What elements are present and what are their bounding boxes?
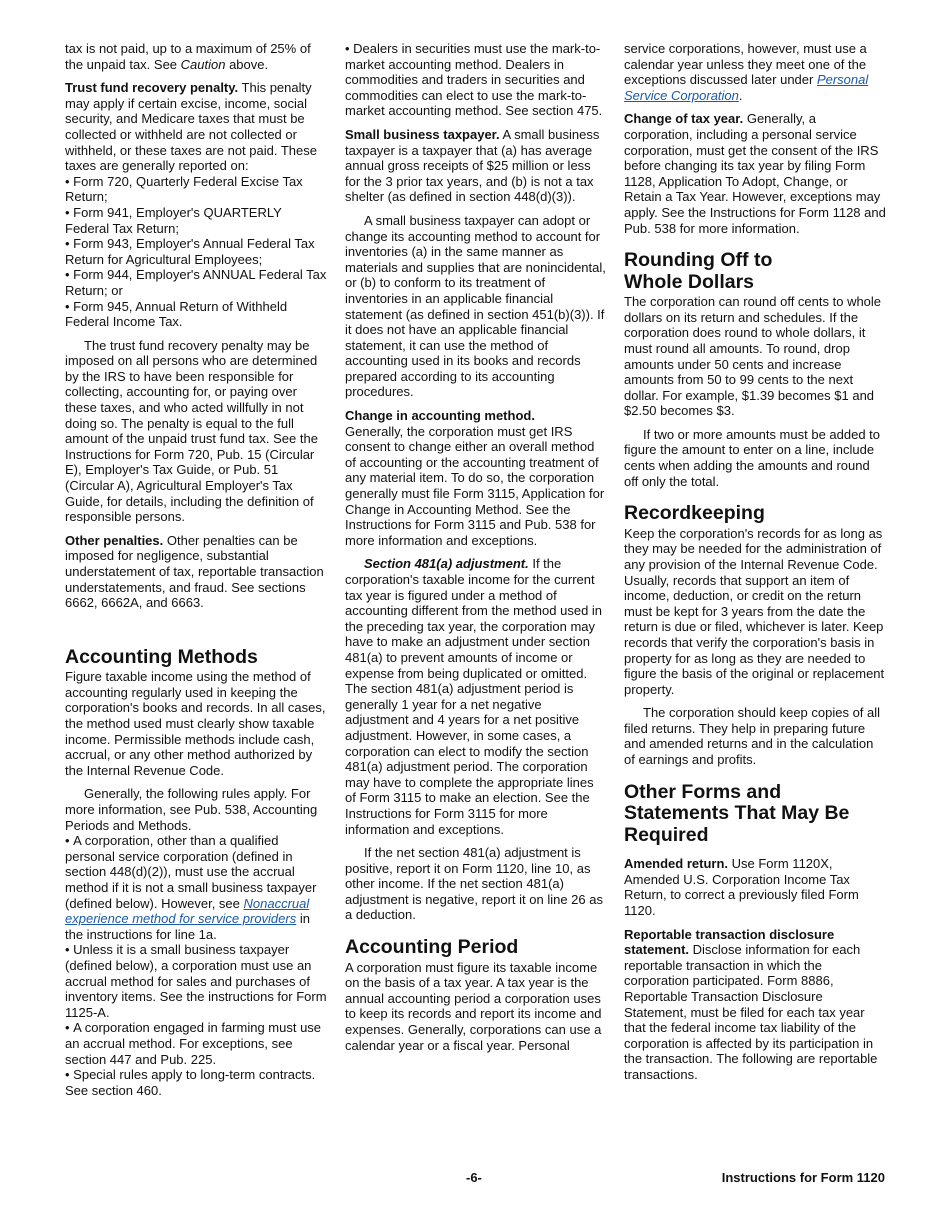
- section-heading-accounting-methods: Accounting Methods: [65, 645, 258, 668]
- section-481a-paragraph: Section 481(a) adjustment. If the corporation's taxable income for the current tax year is figured under a method of accounting different from the method used in the preceding tax year, the corporation may have to make an adjustment under section 481(a) to prevent amounts of income or expense from being duplicated or omitted. The section 481(a) adjustment period is generally 1 year for a net negative adjustment and 4 years for a net positive adjustment. However, in some cases, a corporation can elect to modify the section 481(a) adjustment period. The corporation may have to complete the appropriate lines of Form 3115 to make an election. See the Instructions for Form 3115 for more information and exceptions.: [345, 556, 603, 837]
- section-heading-rounding: Rounding Off to Whole Dollars: [624, 249, 773, 293]
- paragraph: Keep the corporation's records for as long as they may be needed for the administration of any provision of the Internal Revenue Code. Usually, records that support an item of income, deduction, or credit on the return must be kept for 3 years from the date the return is due or filed, whichever is later. Keep records that verify the corporation's basis in property for as long as they are needed to figure the basis of the original or replacement property.: [624, 525, 885, 697]
- amended-return-paragraph: Amended return. Use Form 1120X, Amended U.S. Corporation Income Tax Return, to correct a previously filed Form 1120.: [624, 856, 859, 918]
- paragraph: Generally, the following rules apply. For more information, see Pub. 538, Accounting Periods and Methods.: [65, 786, 318, 833]
- run-in-heading: Change of tax year.: [624, 111, 744, 127]
- paragraph: Generally, the corporation must get IRS consent to change either an overall method of accounting or the accounting treatment of any material item. To do so, the corporation generally must file Form 3115, Application for Change in Accounting Method. See the Instructions for Form 3115 and Pub. 538 for more information and exceptions.: [345, 423, 605, 548]
- paragraph: service corporations, however, must use a calendar year unless they meet one of the exceptions discussed later under Personal Service Corporation.: [624, 41, 869, 103]
- column-right: [624, 41, 886, 1090]
- change-tax-year-paragraph: Change of tax year. Generally, a corporation, including a personal service corporation, must get the consent of the IRS before changing its tax year by filing Form 1128, Application To Adopt, Change, or Retain a Tax Year. However, exceptions may apply. See the Instructions for Form 1128 and Pub. 538 for more information.: [624, 111, 886, 236]
- caution-reference: Caution: [180, 56, 226, 72]
- footer-document-title: Instructions for Form 1120: [721, 1170, 885, 1185]
- paragraph: The trust fund recovery penalty may be imposed on all persons who are determined by the IRS to have been responsible for collecting, accounting for, or paying over these taxes, and who acted willfully in not doing so. The penalty is equal to the full amount of the unpaid trust fund tax. See the Instructions for Form 720, Pub. 15 (Circular E), Employer's Tax Guide, or Pub. 51 (Circular A), Agricultural Employer's Tax Guide, for details, including the definition of responsible persons.: [65, 337, 318, 525]
- small-business-paragraph: Small business taxpayer. A small business taxpayer is a taxpayer that (a) has average annual gross receipts of $25 million or less for the 3 prior tax years, and (b) is not a tax shelter (as defined in section 448(d)(3)).: [345, 126, 600, 205]
- bullet-item: • Form 941, Employer's QUARTERLY Federal Tax Return;: [65, 205, 327, 236]
- trust-fund-paragraph: Trust fund recovery penalty. This penalty may apply if certain excise, income, social security, and Medicare taxes that must be collected or withheld are not collected or withheld, or these taxes are not paid. These taxes are generally reported on:: [65, 80, 317, 174]
- run-in-heading: Trust fund recovery penalty.: [65, 80, 239, 96]
- column-middle: [345, 41, 607, 1061]
- other-penalties-paragraph: Other penalties. Other penalties can be imposed for negligence, substantial understatement of tax, reportable transaction understatements, and fraud. See sections 6662, 6662A, and 6663.: [65, 532, 324, 611]
- bullet-item: • A corporation engaged in farming must use an accrual method. For exceptions, see section 447 and Pub. 225.: [65, 1020, 327, 1067]
- page-number: -6-: [466, 1170, 482, 1185]
- paragraph: Figure taxable income using the method of accounting regularly used in keeping the corporation's books and records. In all cases, the method used must clearly show taxable income. Permissible methods include cash, accrual, or any other method authorized by the Internal Revenue Code.: [65, 669, 326, 778]
- section-heading-recordkeeping: Recordkeeping: [624, 502, 765, 525]
- paragraph: A corporation must figure its taxable income on the basis of a tax year. A tax year is the annual accounting period a corporation uses to keep its records and report its income and expenses. Generally, corporations can use a calendar year or a fiscal year. Personal: [345, 959, 602, 1053]
- paragraph: If the net section 481(a) adjustment is positive, report it on Form 1120, line 10, as other income. If the net section 481(a) adjustment is negative, report it on line 26 as a deduction.: [345, 845, 603, 923]
- run-in-heading: Amended return.: [624, 856, 729, 872]
- column-left: [65, 41, 327, 1098]
- paragraph: The corporation should keep copies of all filed returns. They help in preparing future and amended returns and in the calculation of earnings and profits.: [624, 705, 881, 768]
- paragraph: A small business taxpayer can adopt or change its accounting method to account for inventories (a) in the same manner as materials and supplies that are nonincidental, or (b) to conform to its treatment of inventories in an applicable financial statement (as defined in section 451(b)(3)). If it does not have an applicable financial statement, it can use the method of accounting used in its books and records prepared according to its accounting procedures.: [345, 212, 606, 400]
- run-in-heading: Change in accounting method.: [345, 408, 535, 424]
- bullet-item: • Dealers in securities must use the mark-to-market accounting method. Dealers in commodities and traders in securities and commodities can elect to use the mark-to-market accounting method. See section 475.: [345, 41, 607, 119]
- section-heading-accounting-period: Accounting Period: [345, 936, 519, 959]
- bullet-item: • Form 944, Employer's ANNUAL Federal Tax Return; or: [65, 267, 327, 298]
- reportable-transaction-paragraph: Reportable transaction disclosure statement. Disclose information for each reportable transaction in which the corporation participated. Form 8886, Reportable Transaction Disclosure Statement, must be filed for each tax year that the federal income tax liability of the corporation is affected by its participation in the transaction. The following are reportable transactions.: [624, 926, 878, 1082]
- run-in-heading: Small business taxpayer.: [345, 126, 500, 142]
- run-in-heading: Other penalties.: [65, 532, 164, 548]
- bullet-item: • Unless it is a small business taxpayer (defined below), a corporation must use an accrual method for sales and purchases of inventory items. See the instructions for Form 1125-A.: [65, 942, 327, 1020]
- section-heading-other-forms: Other Forms and Statements That May Be Required: [624, 780, 850, 846]
- run-in-heading: Reportable transaction disclosure statement.: [624, 926, 835, 958]
- bullet-item: • Form 945, Annual Return of Withheld Federal Income Tax.: [65, 299, 327, 330]
- bullet-item: • Special rules apply to long-term contracts. See section 460.: [65, 1067, 327, 1098]
- bullet-item: • Form 943, Employer's Annual Federal Tax Return for Agricultural Employees;: [65, 236, 327, 267]
- paragraph: tax is not paid, up to a maximum of 25% of the unpaid tax. See Caution above.: [65, 41, 311, 72]
- personal-service-corporation-link[interactable]: Personal Service Corporation: [624, 72, 869, 103]
- run-in-heading: Section 481(a) adjustment.: [364, 556, 529, 572]
- paragraph: If two or more amounts must be added to figure the amount to enter on a line, include cents when adding the amounts and round off only the total.: [624, 426, 881, 489]
- paragraph: The corporation can round off cents to whole dollars on its return and schedules. If the corporation does round to whole dollars, it must round all amounts. To round, drop amounts under 50 cents and increase amounts from 50 to 99 cents to the next dollar. For example, $1.39 becomes $1 and $2.50 becomes $3.: [624, 294, 882, 419]
- nonaccrual-method-link[interactable]: Nonaccrual experience method for service providers: [65, 895, 310, 927]
- bullet-item: • A corporation, other than a qualified personal service corporation (defined in section 448(d)(2)), must use the accrual method if it is not a small business taxpayer (defined below). However, see Nonaccrual experience method for service providers in the instructions for line 1a.: [65, 833, 327, 942]
- bullet-item: • Form 720, Quarterly Federal Excise Tax Return;: [65, 174, 327, 205]
